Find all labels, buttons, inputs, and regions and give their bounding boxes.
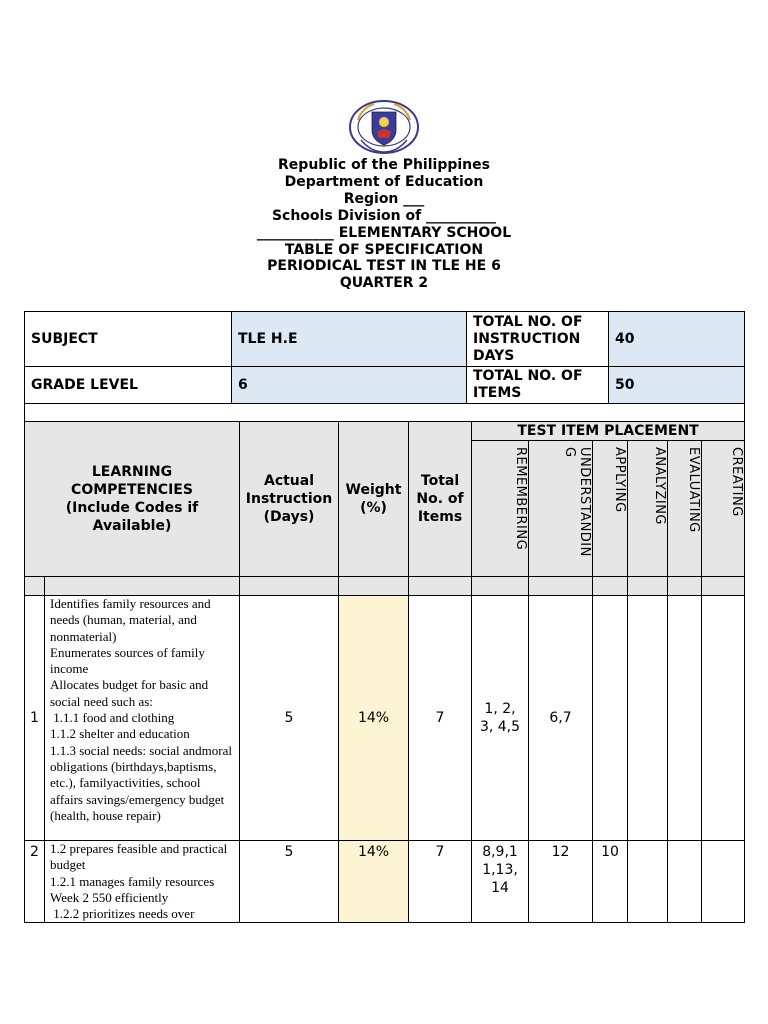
- actual-instruction-header: Actual Instruction (Days): [240, 422, 339, 577]
- analyzing-cell: [628, 841, 668, 923]
- deped-seal-logo: [349, 100, 419, 154]
- subject-label: SUBJECT: [25, 312, 232, 367]
- total-items-label: TOTAL NO. OF ITEMS: [467, 367, 609, 404]
- row-number: 2: [25, 841, 45, 923]
- competency-line: Enumerates sources of family income: [50, 644, 209, 677]
- understanding-cell: 6,7: [529, 596, 593, 841]
- evaluating-cell: [668, 596, 702, 841]
- applying-header: APPLYING: [593, 441, 628, 577]
- weight-header: Weight (%): [339, 422, 409, 577]
- days-cell: 5: [240, 841, 339, 923]
- analyzing-cell: [628, 596, 668, 841]
- subheader-cell: [668, 577, 702, 596]
- competency-cell: [45, 841, 240, 923]
- instruction-days-label: TOTAL NO. OF INSTRUCTION DAYS: [467, 312, 609, 367]
- evaluating-header: EVALUATING: [668, 441, 702, 577]
- competency-cell: [45, 596, 240, 841]
- table-row: [25, 841, 745, 923]
- header-line: Schools Division of __________: [271, 207, 497, 224]
- weight-cell: 14%: [339, 841, 409, 923]
- subject-value: TLE H.E: [232, 312, 467, 367]
- remembering-cell: 1, 2, 3, 4,5: [472, 596, 529, 841]
- row-number: 1: [25, 596, 45, 841]
- competency-line: Allocates budget for basic and social need such as:: [50, 677, 212, 709]
- subheader-cell: [472, 577, 529, 596]
- header-line: PERIODICAL TEST IN TLE HE 6: [267, 258, 501, 275]
- instruction-days-value: 40: [609, 312, 745, 367]
- subheader-cell: [240, 577, 339, 596]
- remembering-header: REMEMBERING: [472, 441, 529, 577]
- header-line: Department of Education: [284, 173, 484, 190]
- analyzing-header: ANALYZING: [628, 441, 668, 577]
- subheader-cell: [409, 577, 472, 596]
- grade-level-value: 6: [232, 367, 467, 404]
- subheader-cell: [593, 577, 628, 596]
- subheader-cell: [702, 577, 745, 596]
- learning-competencies-header: LEARNING COMPETENCIES (Include Codes if Available): [25, 422, 240, 577]
- header-line: Region ___: [343, 190, 425, 207]
- days-cell: 5: [240, 596, 339, 841]
- competency-line: 1.2 prepares feasible and practical budget: [50, 841, 231, 873]
- subheader-cell: [45, 577, 240, 596]
- specification-table: [24, 421, 745, 923]
- spacer-row: [25, 404, 745, 422]
- subheader-cell: [628, 577, 668, 596]
- table-row: [25, 596, 745, 841]
- document-header: [0, 157, 768, 292]
- test-item-placement-header: TEST ITEM PLACEMENT: [472, 422, 745, 441]
- header-line: TABLE OF SPECIFICATION: [284, 241, 484, 258]
- creating-cell: [702, 596, 745, 841]
- subheader-cell: [529, 577, 593, 596]
- competency-line: 1.1.1 food and clothing: [50, 710, 175, 726]
- competency-line: 1.1.3 social needs: social andmoral obligations (birthdays,baptisms, etc.), familyactivities, school affairs savings/emergency budget (health, house repair): [50, 742, 236, 823]
- header-line: Republic of the Philippines: [278, 157, 490, 173]
- header-line: QUARTER 2: [339, 275, 429, 292]
- understanding-header: UNDERSTANDING: [529, 441, 593, 577]
- creating-header: CREATING: [702, 441, 745, 577]
- items-cell: 7: [409, 596, 472, 841]
- items-cell: 7: [409, 841, 472, 923]
- weight-cell: 14%: [339, 596, 409, 841]
- competency-line: 1.1.2 shelter and education: [50, 726, 190, 742]
- subheader-cell: [339, 577, 409, 596]
- applying-cell: [593, 596, 628, 841]
- creating-cell: [702, 841, 745, 923]
- competency-line: 1.2.2 prioritizes needs over: [50, 906, 195, 922]
- competency-line: Identifies family resources and needs (human, material, and nonmaterial): [50, 596, 214, 644]
- applying-cell: 10: [593, 841, 628, 923]
- grade-level-label: GRADE LEVEL: [25, 367, 232, 404]
- subheader-cell: [25, 577, 45, 596]
- understanding-cell: 12: [529, 841, 593, 923]
- competency-line: 1.2.1 manages family resources: [50, 873, 215, 889]
- header-line: ___________ ELEMENTARY SCHOOL: [256, 224, 512, 241]
- remembering-cell: 8,9,11,13,14: [472, 841, 529, 923]
- total-items-header: Total No. of Items: [409, 422, 472, 577]
- competency-line: Week 2 550 efficiently: [50, 889, 169, 905]
- evaluating-cell: [668, 841, 702, 923]
- total-items-value: 50: [609, 367, 745, 404]
- info-table: [24, 311, 745, 422]
